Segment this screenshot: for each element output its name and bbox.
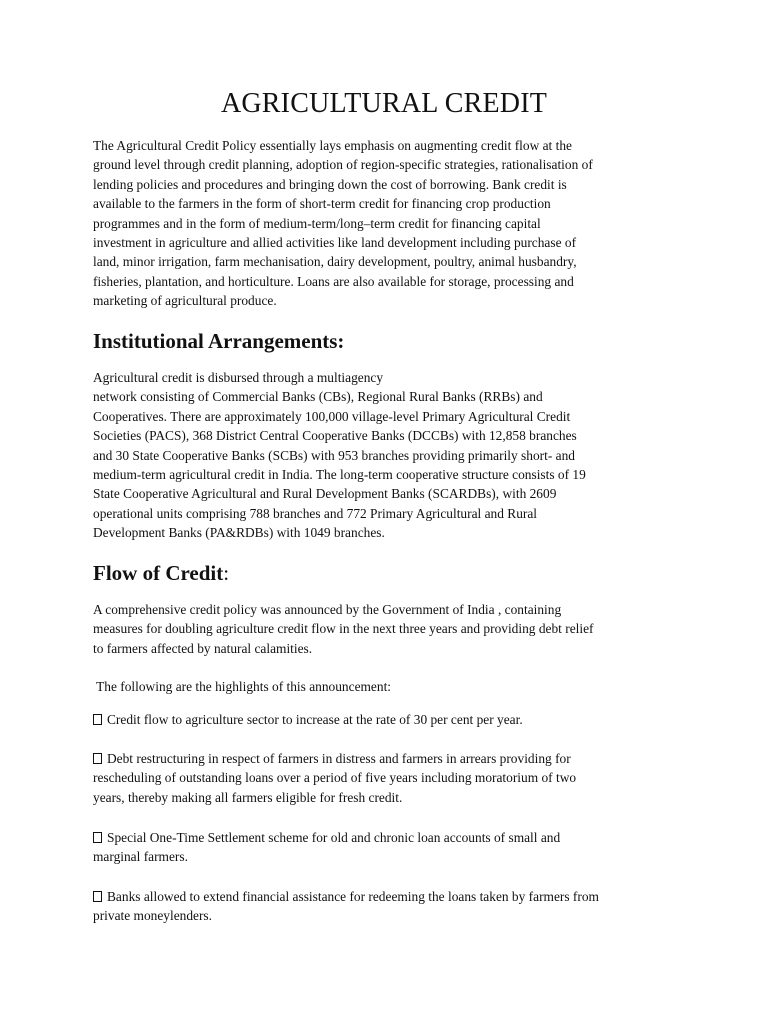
institutional-line: and 30 State Cooperative Banks (SCBs) with 953 branches providing primarily short- and xyxy=(93,447,575,463)
bullet-line: years, thereby making all farmers eligible for fresh credit. xyxy=(93,789,403,805)
intro-line: land, minor irrigation, farm mechanisation, dairy development, poultry, animal husbandry, xyxy=(93,254,577,270)
bullet-box-icon xyxy=(93,753,102,764)
highlights-intro xyxy=(93,677,693,696)
bullet-item xyxy=(93,749,693,807)
flow-heading-text: Flow of Credit xyxy=(93,561,224,585)
bullet-text: Debt restructuring in respect of farmers in distress and farmers in arrears providing for xyxy=(107,751,571,766)
bullet-text: Credit flow to agriculture sector to increase at the rate of 30 per cent per year. xyxy=(107,712,523,727)
bullet-item xyxy=(93,887,693,926)
institutional-line: network consisting of Commercial Banks (CBs), Regional Rural Banks (RRBs) and xyxy=(93,389,543,405)
intro-line: investment in agriculture and allied activities like land development including purchase of xyxy=(93,235,577,251)
bullet-line: private moneylenders. xyxy=(93,908,212,924)
intro-line: The Agricultural Credit Policy essentially lays emphasis on augmenting credit flow at the xyxy=(93,138,572,153)
flow-line: to farmers affected by natural calamities. xyxy=(93,640,313,656)
intro-line: ground level through credit planning, adoption of region-specific strategies, rationalisation of xyxy=(93,157,593,173)
bullet-text: Banks allowed to extend financial assistance for redeeming the loans taken by farmers from xyxy=(107,889,599,904)
institutional-line: Development Banks (PA&RDBs) with 1049 branches. xyxy=(93,525,385,541)
institutional-paragraph xyxy=(93,368,693,543)
intro-line: fisheries, plantation, and horticulture. Loans are also available for storage, processing and xyxy=(93,273,574,289)
institutional-line: Agricultural credit is disbursed through a multiagency xyxy=(93,370,384,385)
bullet-line: marginal farmers. xyxy=(93,849,188,865)
institutional-line: operational units comprising 788 branches and 772 Primary Agricultural and Rural xyxy=(93,505,538,521)
bullet-item xyxy=(93,710,693,729)
institutional-line: State Cooperative Agricultural and Rural Development Banks (SCARDBs), with 2609 xyxy=(93,486,557,502)
bullet-item xyxy=(93,828,693,867)
bullet-line xyxy=(93,710,693,729)
institutional-line: medium-term agricultural credit in India. The long-term cooperative structure consists of 19 xyxy=(93,467,586,483)
intro-line: programmes and in the form of medium-term/long–term credit for financing capital xyxy=(93,215,541,231)
bullet-box-icon xyxy=(93,832,102,843)
institutional-line: Societies (PACS), 368 District Central Cooperative Banks (DCCBs) with 12,858 branches xyxy=(93,428,577,444)
highlights-intro-text: The following are the highlights of this announcement: xyxy=(93,679,392,694)
bullet-text: Special One-Time Settlement scheme for old and chronic loan accounts of small and xyxy=(107,830,561,845)
page-title: AGRICULTURAL CREDIT xyxy=(220,88,548,119)
flow-line: measures for doubling agriculture credit flow in the next three years and providing debt relief xyxy=(93,621,594,637)
bullet-line xyxy=(93,887,693,906)
intro-line: lending policies and procedures and bringing down the cost of borrowing. Bank credit is xyxy=(93,176,567,192)
section-heading-flow-of-credit xyxy=(93,559,229,587)
bullet-box-icon xyxy=(93,891,102,902)
intro-paragraph xyxy=(93,136,693,311)
flow-line: A comprehensive credit policy was announced by the Government of India , containing xyxy=(93,602,562,617)
bullet-line xyxy=(93,828,693,847)
bullet-line xyxy=(93,749,693,768)
bullet-box-icon xyxy=(93,714,102,725)
flow-heading-colon: : xyxy=(223,561,230,585)
flow-paragraph xyxy=(93,600,693,658)
bullet-line: rescheduling of outstanding loans over a period of five years including moratorium of two xyxy=(93,770,577,786)
intro-line: available to the farmers in the form of short-term credit for financing crop production xyxy=(93,196,551,212)
institutional-line: Cooperatives. There are approximately 100,000 village-level Primary Agricultural Credit xyxy=(93,408,571,424)
section-heading-institutional: Institutional Arrangements: xyxy=(93,329,345,353)
intro-line: marketing of agricultural produce. xyxy=(93,293,277,309)
